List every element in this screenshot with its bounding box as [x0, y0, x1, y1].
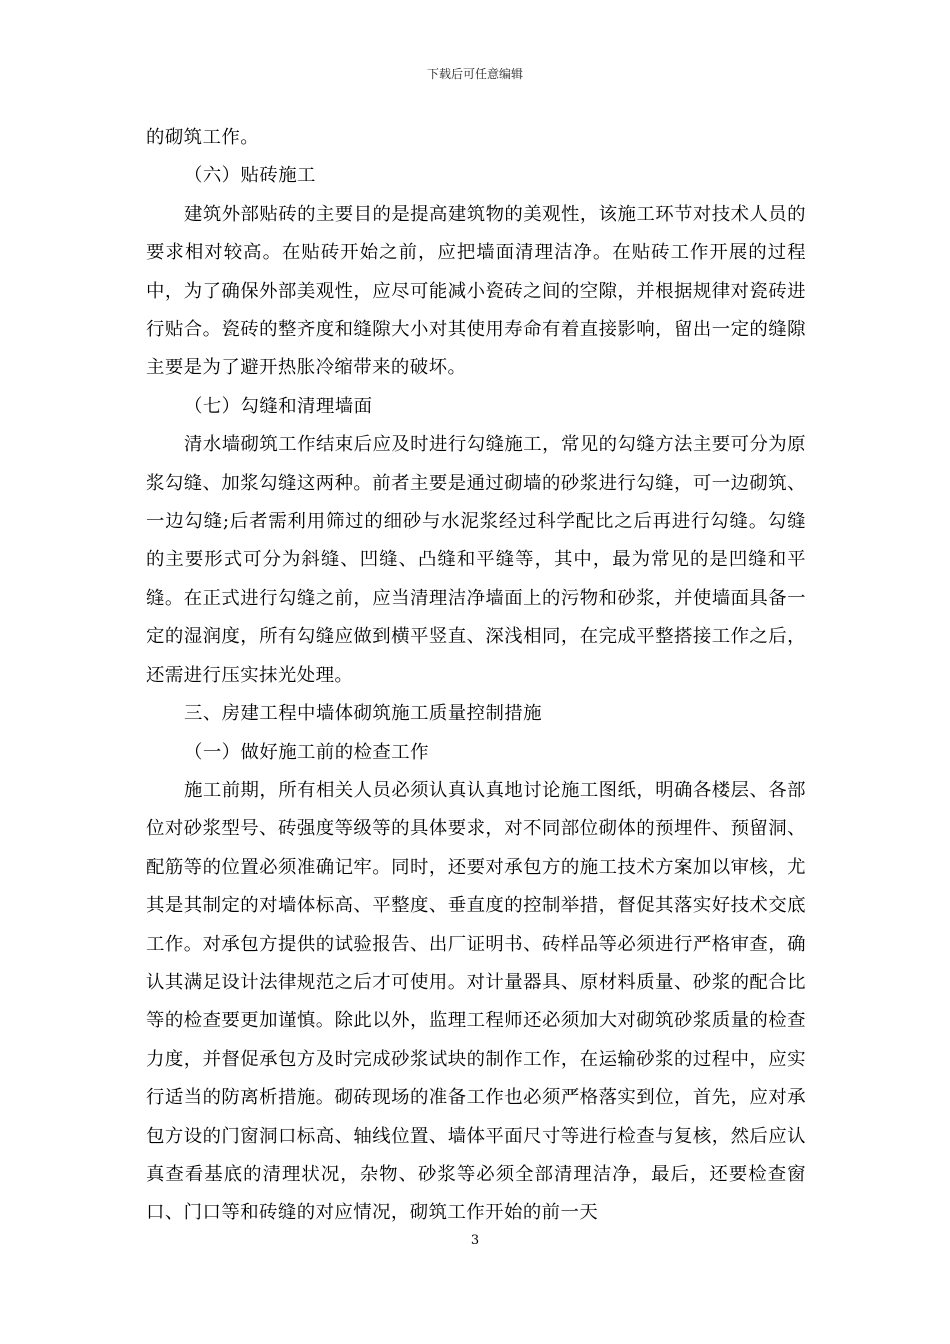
- chapter-heading-quality-control: 三、房建工程中墙体砌筑施工质量控制措施: [184, 703, 542, 725]
- section-heading-tile-work: （六）贴砖施工: [184, 165, 316, 187]
- page-number: 3: [470, 1233, 480, 1248]
- section-heading-pre-inspection: （一）做好施工前的检查工作: [184, 741, 429, 763]
- section-heading-pointing: （七）勾缝和清理墙面: [184, 395, 373, 417]
- paragraph-continuation: 的砌筑工作。: [146, 127, 260, 148]
- paragraph-tile-work: 建筑外部贴砖的主要目的是提高建筑物的美观性，该施工环节对技术人员的要求相对较高。在贴砖开始之前，应把墙面清理洁净。在贴砖工作开展的过程中，为了确保外部美观性，应尽可能减小瓷砖之间的空隙，并根据规律对瓷砖进行贴合。瓷砖的整齐度和缝隙大小对其使用寿命有着直接影响，留出一定的缝隙主要是为了避开热胀冷缩带来的破坏。: [146, 203, 806, 379]
- paragraph-pre-inspection: 施工前期，所有相关人员必须认真认真地讨论施工图纸，明确各楼层、各部位对砂浆型号、砖强度等级等的具体要求，对不同部位砌体的预埋件、预留洞、配筋等的位置必须准确记牢。同时，还要对承包方的施工技术方案加以审核，尤其是其制定的对墙体标高、平整度、垂直度的控制举措，督促其落实好技术交底工作。对承包方提供的试验报告、出厂证明书、砖样品等必须进行严格审查，确认其满足设计法律规范之后才可使用。对计量器具、原材料质量、砂浆的配合比等的检查要更加谨慎。除此以外，监理工程师还必须加大对砌筑砂浆质量的检查力度，并督促承包方及时完成砂浆试块的制作工作，在运输砂浆的过程中，应实行适当的防离析措施。砌砖现场的准备工作也必须严格落实到位，首先，应对承包方设的门窗洞口标高、轴线位置、墙体平面尺寸等进行检查与复核，然后应认真查看基底的清理状况，杂物、砂浆等必须全部清理洁净，最后，还要检查窗口、门口等和砖缝的对应情况，砌筑工作开始的前一天: [146, 779, 806, 1224]
- paragraph-pointing: 清水墙砌筑工作结束后应及时进行勾缝施工，常见的勾缝方法主要可分为原浆勾缝、加浆勾缝这两种。前者主要是通过砌墙的砂浆进行勾缝，可一边砌筑、一边勾缝;后者需利用筛过的细砂与水泥浆经过科学配比之后再进行勾缝。勾缝的主要形式可分为斜缝、凹缝、凸缝和平缝等，其中，最为常见的是凹缝和平缝。在正式进行勾缝之前，应当清理洁净墙面上的污物和砂浆，并使墙面具备一定的湿润度，所有勾缝应做到横平竖直、深浅相同，在完成平整搭接工作之后，还需进行压实抹光处理。: [146, 434, 806, 686]
- document-body: [146, 119, 806, 1233]
- page-header-note: 下载后可任意编辑: [426, 67, 523, 81]
